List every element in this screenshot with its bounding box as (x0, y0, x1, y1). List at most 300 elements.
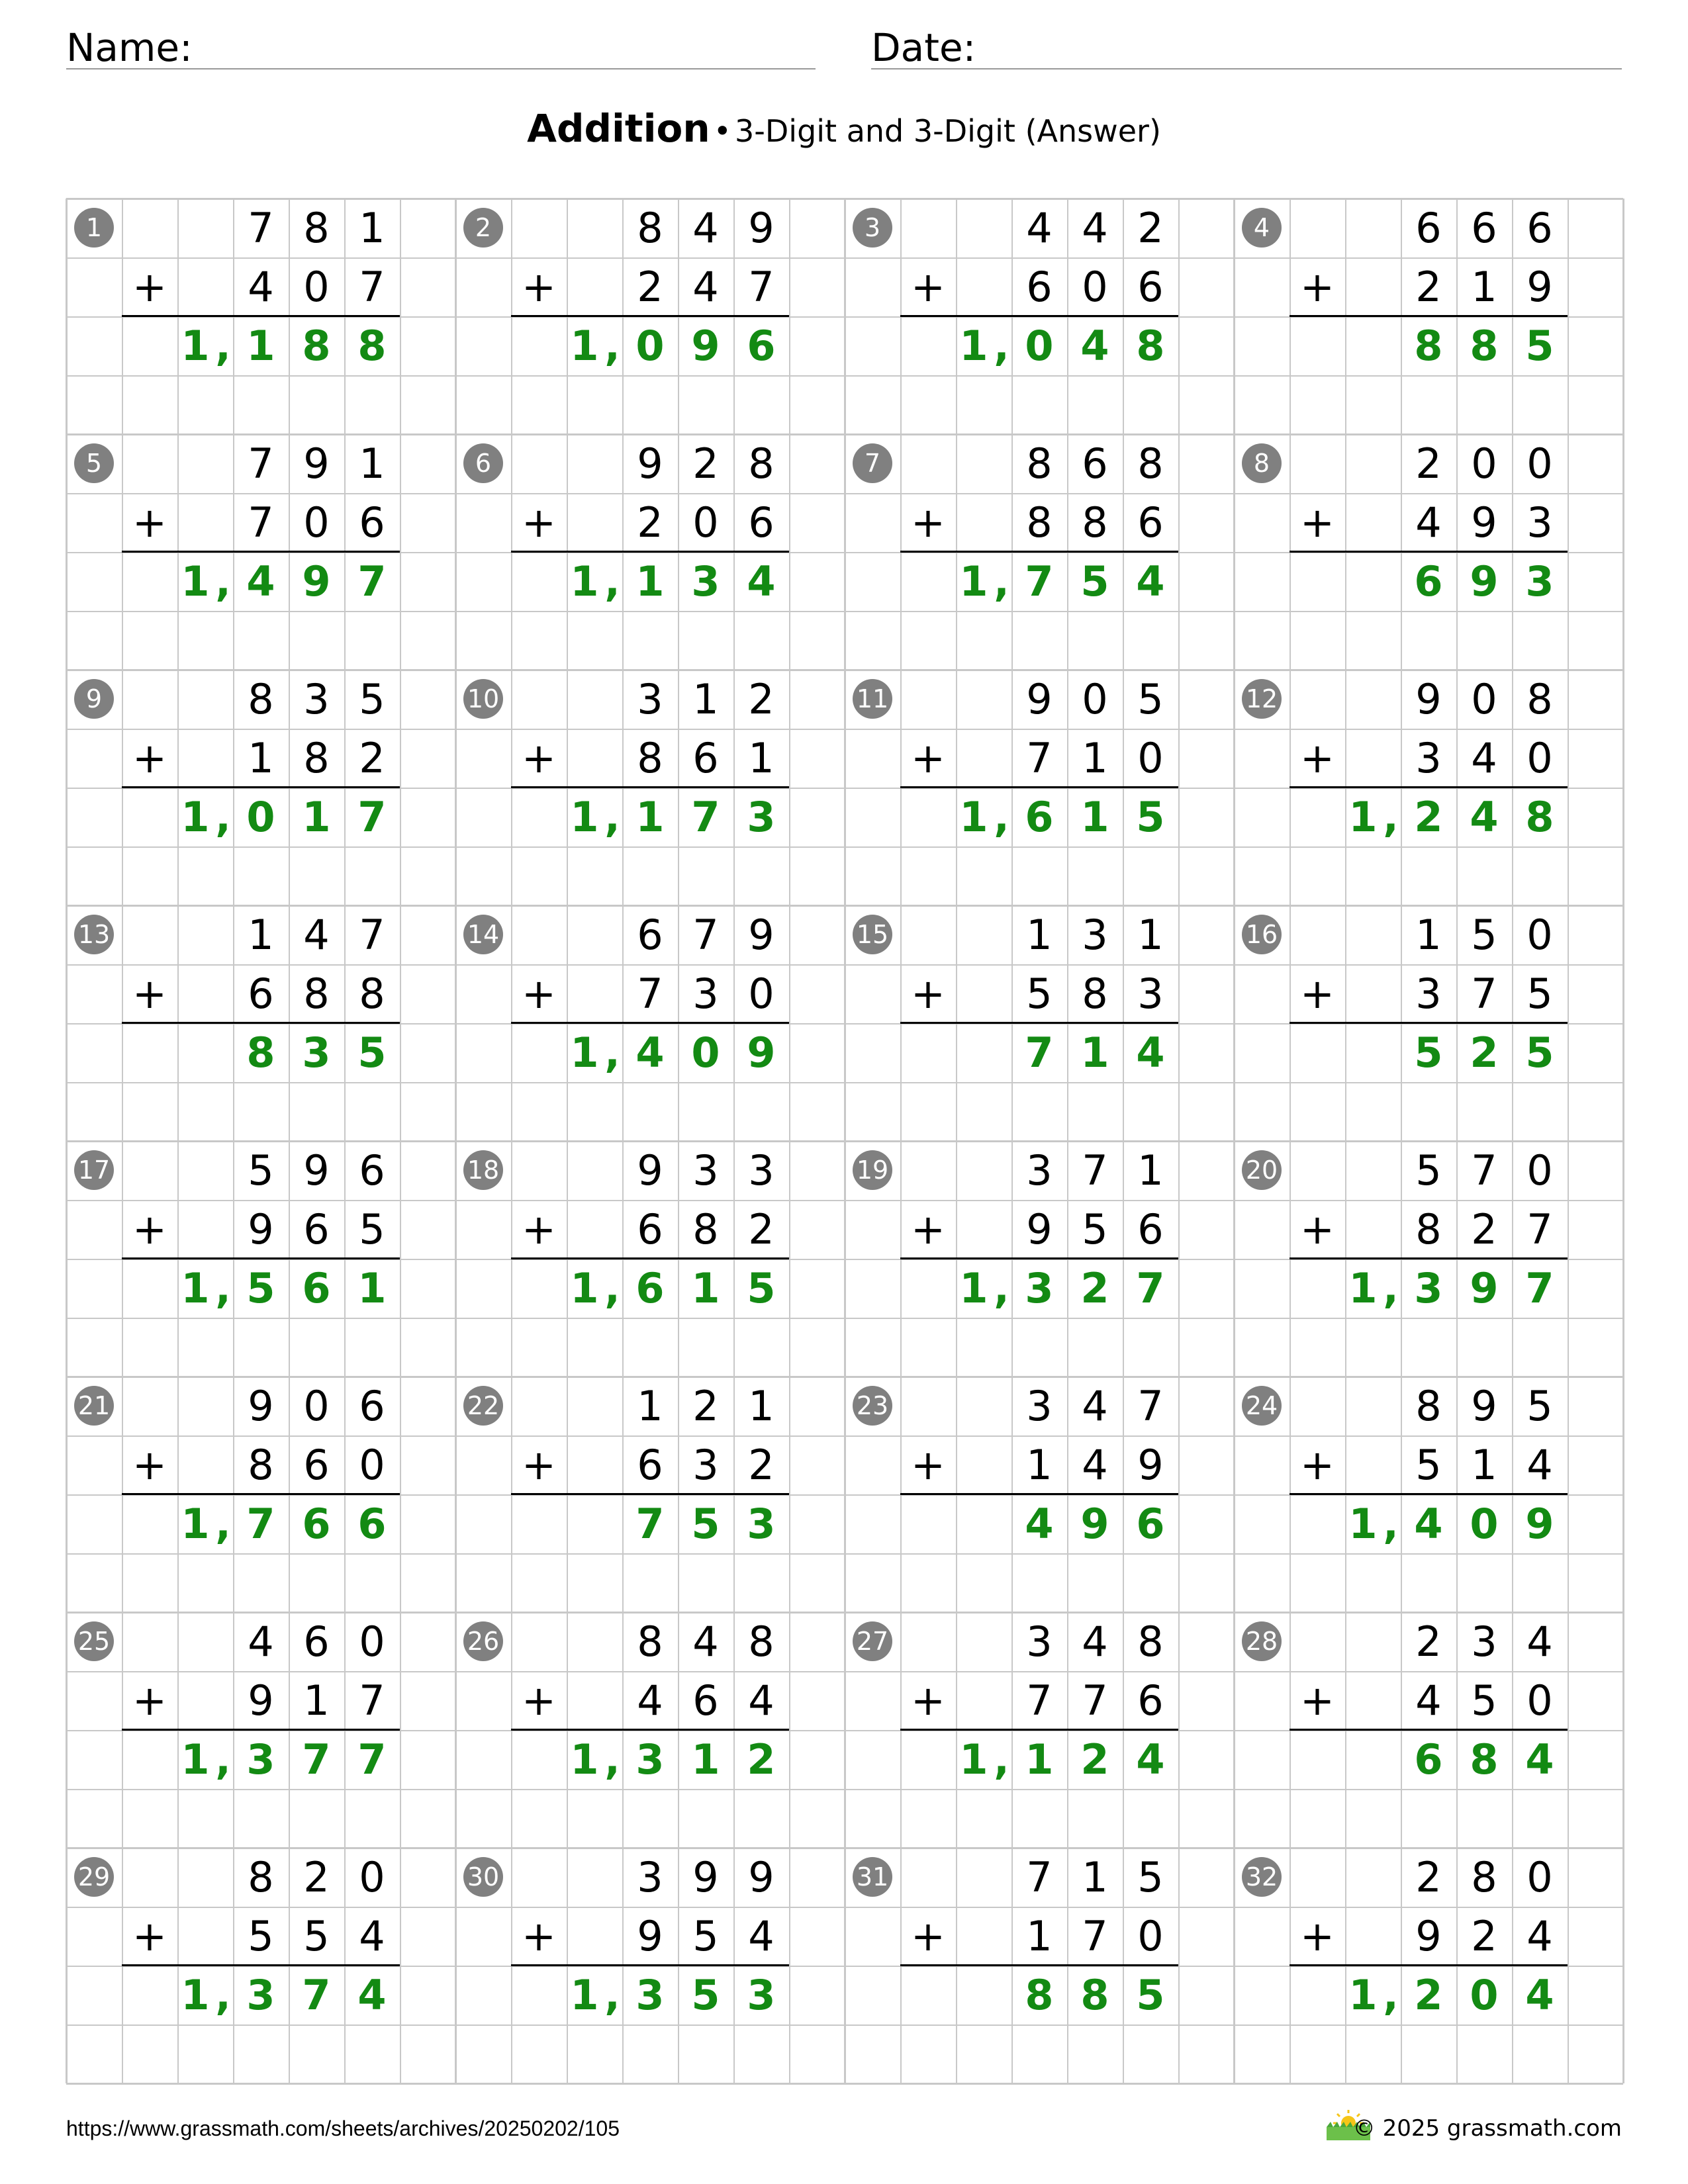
addend-bottom-digit: 6 (1137, 498, 1164, 547)
addend-bottom-digit: 6 (248, 970, 274, 1018)
plus-sign: + (911, 970, 945, 1018)
addend-top-digit: 3 (692, 1146, 719, 1195)
answer-digit: 7 (357, 1735, 387, 1784)
addend-top-digit: 1 (1137, 1146, 1164, 1195)
answer-digit: 1 (181, 793, 210, 841)
answer-digit: 5 (1525, 1028, 1554, 1077)
answer-comma: , (215, 1735, 231, 1784)
addend-bottom-digit: 9 (1471, 498, 1497, 547)
addend-top-digit: 3 (1026, 1617, 1053, 1666)
addend-top-digit: 6 (303, 1617, 330, 1666)
answer-digit: 1 (181, 1735, 210, 1784)
addend-bottom-digit: 8 (1082, 970, 1108, 1018)
addend-bottom-digit: 7 (248, 498, 274, 547)
addend-bottom-digit: 7 (359, 263, 385, 311)
answer-digit: 1 (1348, 1500, 1378, 1548)
addend-top-digit: 4 (1082, 1382, 1108, 1430)
answer-digit: 1 (691, 1735, 720, 1784)
answer-digit: 5 (691, 1500, 720, 1548)
addend-bottom-digit: 7 (1526, 1205, 1553, 1253)
addend-bottom-digit: 2 (1471, 1205, 1497, 1253)
answer-digit: 1 (1025, 1735, 1054, 1784)
addend-top-digit: 1 (359, 204, 385, 252)
addend-bottom-digit: 2 (748, 1205, 774, 1253)
answer-digit: 0 (246, 793, 275, 841)
answer-digit: 3 (747, 1971, 776, 2019)
addend-bottom-digit: 0 (1082, 263, 1108, 311)
answer-digit: 1 (1080, 793, 1109, 841)
addend-top-digit: 0 (1526, 911, 1553, 959)
addend-bottom-digit: 1 (1471, 1441, 1497, 1489)
title-bullet: • (713, 113, 731, 149)
addend-bottom-digit: 5 (1526, 970, 1553, 1018)
plus-sign: + (1300, 263, 1335, 311)
addend-bottom-digit: 2 (637, 263, 663, 311)
addend-top-digit: 2 (1137, 204, 1164, 252)
answer-digit: 9 (1470, 1264, 1499, 1312)
answer-digit: 1 (181, 1500, 210, 1548)
answer-comma: , (994, 557, 1009, 606)
plus-sign: + (132, 1676, 167, 1725)
addend-top-digit: 7 (1082, 1146, 1108, 1195)
addend-bottom-digit: 5 (1082, 1205, 1108, 1253)
answer-comma: , (1383, 1971, 1399, 2019)
addend-top-digit: 0 (1471, 439, 1497, 488)
answer-digit: 4 (246, 557, 275, 606)
problem-number-badge: 31 (853, 1857, 892, 1897)
addend-bottom-digit: 3 (1415, 734, 1442, 782)
addend-top-digit: 2 (1415, 1617, 1442, 1666)
addend-top-digit: 8 (248, 675, 274, 723)
addend-bottom-digit: 4 (1526, 1441, 1553, 1489)
addend-top-digit: 0 (1526, 1146, 1553, 1195)
answer-digit: 4 (1080, 322, 1109, 370)
plus-sign: + (1300, 1676, 1335, 1725)
addend-bottom-digit: 6 (637, 1441, 663, 1489)
addend-top-digit: 4 (1082, 204, 1108, 252)
addend-top-digit: 7 (692, 911, 719, 959)
title-subtitle: 3-Digit and 3-Digit (Answer) (735, 113, 1161, 149)
addend-top-digit: 3 (1471, 1617, 1497, 1666)
answer-digit: 1 (570, 322, 599, 370)
problem-number-badge: 23 (853, 1386, 892, 1426)
plus-sign: + (522, 1912, 556, 1960)
answer-digit: 8 (1136, 322, 1165, 370)
addend-bottom-digit: 7 (748, 263, 774, 311)
answer-comma: , (604, 1971, 620, 2019)
problem-number-badge: 16 (1242, 915, 1282, 954)
addend-top-digit: 1 (1082, 1853, 1108, 1901)
answer-digit: 7 (691, 793, 720, 841)
answer-digit: 7 (1136, 1264, 1165, 1312)
answer-digit: 1 (959, 557, 988, 606)
answer-digit: 7 (302, 1735, 331, 1784)
addend-bottom-digit: 7 (1082, 1912, 1108, 1960)
answer-digit: 1 (181, 557, 210, 606)
answer-digit: 3 (747, 793, 776, 841)
answer-comma: , (1383, 1500, 1399, 1548)
answer-digit: 1 (1348, 1264, 1378, 1312)
answer-digit: 2 (1470, 1028, 1499, 1077)
answer-digit: 3 (635, 1735, 665, 1784)
answer-digit: 4 (1025, 1500, 1054, 1548)
addend-bottom-digit: 0 (748, 970, 774, 1018)
date-line[interactable] (871, 68, 1622, 69)
addend-top-digit: 1 (1026, 911, 1053, 959)
answer (1011, 1023, 1178, 1082)
problem-number-badge: 10 (463, 679, 503, 719)
answer-digit: 1 (570, 1971, 599, 2019)
answer-digit: 1 (1080, 1028, 1109, 1077)
answer-digit: 5 (1136, 1971, 1165, 2019)
answer-digit: 4 (1136, 1735, 1165, 1784)
addend-bottom-digit: 8 (637, 734, 663, 782)
addend-bottom-digit: 4 (748, 1912, 774, 1960)
addend-bottom-digit: 9 (1526, 263, 1553, 311)
answer-digit: 6 (1414, 1735, 1443, 1784)
answer-comma: , (215, 557, 231, 606)
addend-bottom-digit: 9 (248, 1676, 274, 1725)
answer-comma: , (604, 557, 620, 606)
answer (1345, 1494, 1568, 1553)
addend-top-digit: 9 (1026, 675, 1053, 723)
addend-top-digit: 9 (692, 1853, 719, 1901)
addend-bottom-digit: 4 (748, 1676, 774, 1725)
answer-digit: 6 (747, 322, 776, 370)
answer-digit: 1 (959, 793, 988, 841)
addend-bottom-digit: 5 (1471, 1676, 1497, 1725)
answer (956, 316, 1178, 375)
answer-digit: 9 (747, 1028, 776, 1077)
answer-digit: 7 (1525, 1264, 1554, 1312)
problem-number-badge: 12 (1242, 679, 1282, 719)
addend-bottom-digit: 7 (637, 970, 663, 1018)
addend-bottom-digit: 0 (359, 1441, 385, 1489)
problem-number-badge: 9 (74, 679, 114, 719)
answer-digit: 7 (1025, 557, 1054, 606)
answer-digit: 8 (1080, 1971, 1109, 2019)
addend-top-digit: 8 (1415, 1382, 1442, 1430)
problem-number-badge: 4 (1242, 208, 1282, 248)
addend-bottom-digit: 9 (248, 1205, 274, 1253)
addend-top-digit: 4 (692, 204, 719, 252)
name-line[interactable] (66, 68, 816, 69)
answer-digit: 6 (357, 1500, 387, 1548)
addend-top-digit: 6 (1082, 439, 1108, 488)
plus-sign: + (1300, 734, 1335, 782)
plus-sign: + (911, 498, 945, 547)
footer-url: https://www.grassmath.com/sheets/archives/20250202/105 (66, 2116, 620, 2140)
addend-top-digit: 8 (1137, 1617, 1164, 1666)
answer (567, 552, 789, 611)
answer-digit: 4 (1414, 1500, 1443, 1548)
answer (567, 788, 789, 846)
plus-sign: + (132, 1912, 167, 1960)
addend-bottom-digit: 7 (1026, 734, 1053, 782)
answer-digit: 4 (1136, 557, 1165, 606)
answer-digit: 4 (1470, 793, 1499, 841)
plus-sign: + (132, 498, 167, 547)
addend-top-digit: 8 (1137, 439, 1164, 488)
problem-number-badge: 6 (463, 443, 503, 483)
plus-sign: + (1300, 1912, 1335, 1960)
addend-bottom-digit: 6 (637, 1205, 663, 1253)
answer-digit: 1 (635, 793, 665, 841)
plus-sign: + (522, 1441, 556, 1489)
addend-bottom-digit: 8 (692, 1205, 719, 1253)
addend-top-digit: 3 (637, 675, 663, 723)
addend-bottom-digit: 2 (748, 1441, 774, 1489)
answer-digit: 2 (1080, 1264, 1109, 1312)
plus-sign: + (522, 970, 556, 1018)
addend-bottom-digit: 1 (1026, 1912, 1053, 1960)
problem-number-badge: 26 (463, 1621, 503, 1661)
plus-sign: + (911, 1441, 945, 1489)
problem-number-badge: 3 (853, 208, 892, 248)
plus-sign: + (1300, 1441, 1335, 1489)
answer (1011, 1494, 1178, 1553)
answer-digit: 1 (570, 1028, 599, 1077)
answer-digit: 8 (1470, 322, 1499, 370)
answer-digit: 4 (747, 557, 776, 606)
problem-number-badge: 20 (1242, 1150, 1282, 1190)
addend-top-digit: 1 (248, 911, 274, 959)
problem-number-badge: 28 (1242, 1621, 1282, 1661)
addend-bottom-digit: 2 (637, 498, 663, 547)
addend-top-digit: 7 (248, 204, 274, 252)
addend-bottom-digit: 6 (303, 1205, 330, 1253)
answer-digit: 0 (691, 1028, 720, 1077)
answer (1401, 552, 1568, 611)
addend-bottom-digit: 5 (1415, 1441, 1442, 1489)
addend-bottom-digit: 1 (248, 734, 274, 782)
addend-top-digit: 5 (1415, 1146, 1442, 1195)
answer (567, 1730, 789, 1789)
answer (177, 1730, 400, 1789)
plus-sign: + (911, 1676, 945, 1725)
answer (177, 316, 400, 375)
addend-top-digit: 5 (1137, 675, 1164, 723)
answer-digit: 5 (246, 1264, 275, 1312)
addend-bottom-digit: 6 (748, 498, 774, 547)
addend-top-digit: 5 (359, 675, 385, 723)
addend-top-digit: 8 (303, 204, 330, 252)
addend-bottom-digit: 4 (1471, 734, 1497, 782)
answer-digit: 1 (357, 1264, 387, 1312)
answer-digit: 1 (181, 1971, 210, 2019)
answer-digit: 7 (357, 557, 387, 606)
answer-digit: 6 (302, 1264, 331, 1312)
worksheet-title (0, 106, 1688, 151)
addend-bottom-digit: 6 (692, 1676, 719, 1725)
answer-comma: , (215, 322, 231, 370)
addend-top-digit: 6 (359, 1146, 385, 1195)
answer-digit: 1 (570, 1264, 599, 1312)
addend-top-digit: 5 (248, 1146, 274, 1195)
answer-digit: 1 (959, 322, 988, 370)
addend-bottom-digit: 7 (1471, 970, 1497, 1018)
plus-sign: + (911, 1205, 945, 1253)
problem-number-badge: 2 (463, 208, 503, 248)
addend-bottom-digit: 7 (1082, 1676, 1108, 1725)
addend-top-digit: 2 (1415, 1853, 1442, 1901)
addend-top-digit: 3 (637, 1853, 663, 1901)
addend-bottom-digit: 5 (303, 1912, 330, 1960)
addend-bottom-digit: 7 (359, 1676, 385, 1725)
addend-bottom-digit: 8 (1026, 498, 1053, 547)
answer-digit: 0 (635, 322, 665, 370)
answer-digit: 2 (1414, 1971, 1443, 2019)
addend-top-digit: 3 (303, 675, 330, 723)
answer-digit: 6 (302, 1500, 331, 1548)
addend-top-digit: 2 (692, 1382, 719, 1430)
problem-number-badge: 1 (74, 208, 114, 248)
addend-top-digit: 8 (748, 439, 774, 488)
addend-bottom-digit: 7 (1026, 1676, 1053, 1725)
addend-top-digit: 9 (637, 1146, 663, 1195)
addend-top-digit: 2 (1415, 439, 1442, 488)
answer-comma: , (215, 793, 231, 841)
answer (177, 788, 400, 846)
addend-bottom-digit: 0 (1137, 1912, 1164, 1960)
problem-number-badge: 24 (1242, 1386, 1282, 1426)
addend-top-digit: 0 (1471, 675, 1497, 723)
answer-digit: 1 (181, 1264, 210, 1312)
addend-bottom-digit: 0 (1526, 1676, 1553, 1725)
addend-top-digit: 9 (1415, 675, 1442, 723)
addend-bottom-digit: 8 (1415, 1205, 1442, 1253)
addend-bottom-digit: 6 (1137, 1205, 1164, 1253)
addend-bottom-digit: 0 (692, 498, 719, 547)
problem-number-badge: 29 (74, 1857, 114, 1897)
addend-bottom-digit: 0 (303, 263, 330, 311)
answer-digit: 2 (747, 1735, 776, 1784)
answer-digit: 3 (747, 1500, 776, 1548)
answer-digit: 1 (302, 793, 331, 841)
addend-top-digit: 4 (692, 1617, 719, 1666)
answer (177, 1966, 400, 2025)
plus-sign: + (522, 498, 556, 547)
answer-digit: 2 (1080, 1735, 1109, 1784)
addend-top-digit: 9 (748, 911, 774, 959)
answer-digit: 1 (959, 1735, 988, 1784)
problem-grid (66, 199, 1623, 2083)
plus-sign: + (522, 734, 556, 782)
addend-bottom-digit: 1 (748, 734, 774, 782)
answer-comma: , (994, 322, 1009, 370)
answer-digit: 9 (691, 322, 720, 370)
problem-number-badge: 22 (463, 1386, 503, 1426)
addend-top-digit: 0 (1526, 1853, 1553, 1901)
answer-digit: 7 (302, 1971, 331, 2019)
addend-top-digit: 2 (692, 439, 719, 488)
answer-digit: 8 (1025, 1971, 1054, 2019)
addend-top-digit: 5 (1526, 1382, 1553, 1430)
addend-bottom-digit: 4 (1526, 1912, 1553, 1960)
addend-bottom-digit: 0 (1137, 734, 1164, 782)
plus-sign: + (522, 263, 556, 311)
addend-top-digit: 1 (637, 1382, 663, 1430)
addend-bottom-digit: 4 (637, 1676, 663, 1725)
problem-number-badge: 17 (74, 1150, 114, 1190)
answer (1011, 1966, 1178, 2025)
addend-bottom-digit: 6 (359, 498, 385, 547)
addend-top-digit: 8 (748, 1617, 774, 1666)
answer-digit: 4 (357, 1971, 387, 2019)
answer-digit: 6 (1025, 793, 1054, 841)
addend-bottom-digit: 2 (1471, 1912, 1497, 1960)
problem-number-badge: 11 (853, 679, 892, 719)
addend-top-digit: 8 (1526, 675, 1553, 723)
answer-digit: 0 (1470, 1971, 1499, 2019)
answer-digit: 2 (1414, 793, 1443, 841)
answer-comma: , (1383, 793, 1399, 841)
answer-comma: , (215, 1500, 231, 1548)
answer-digit: 3 (302, 1028, 331, 1077)
addend-top-digit: 3 (1082, 911, 1108, 959)
addend-top-digit: 6 (1471, 204, 1497, 252)
plus-sign: + (911, 734, 945, 782)
problem-number-badge: 21 (74, 1386, 114, 1426)
problem-number-badge: 15 (853, 915, 892, 954)
answer-digit: 4 (1525, 1971, 1554, 2019)
date-label: Date: (871, 25, 976, 70)
answer-digit: 1 (1348, 1971, 1378, 2019)
answer-digit: 3 (246, 1971, 275, 2019)
answer-digit: 4 (635, 1028, 665, 1077)
problem-number-badge: 5 (74, 443, 114, 483)
addend-bottom-digit: 2 (359, 734, 385, 782)
answer (177, 1494, 400, 1553)
addend-top-digit: 0 (359, 1853, 385, 1901)
addend-bottom-digit: 5 (692, 1912, 719, 1960)
answer-digit: 3 (246, 1735, 275, 1784)
addend-bottom-digit: 9 (1026, 1205, 1053, 1253)
addend-bottom-digit: 6 (692, 734, 719, 782)
addend-bottom-digit: 8 (303, 970, 330, 1018)
addend-bottom-digit: 5 (1026, 970, 1053, 1018)
footer-copyright: © 2025 grassmath.com (1352, 2115, 1622, 2142)
answer-digit: 6 (1136, 1500, 1165, 1548)
addend-top-digit: 2 (748, 675, 774, 723)
answer-comma: , (604, 1735, 620, 1784)
addend-top-digit: 1 (1137, 911, 1164, 959)
addend-bottom-digit: 9 (637, 1912, 663, 1960)
addend-top-digit: 3 (1026, 1146, 1053, 1195)
answer (567, 1966, 789, 2025)
answer-digit: 1 (1348, 793, 1378, 841)
answer (177, 552, 400, 611)
plus-sign: + (1300, 1205, 1335, 1253)
problem-number-badge: 18 (463, 1150, 503, 1190)
answer (956, 552, 1178, 611)
answer-digit: 3 (1025, 1264, 1054, 1312)
addend-bottom-digit: 1 (1082, 734, 1108, 782)
addend-top-digit: 7 (1471, 1146, 1497, 1195)
answer-comma: , (604, 1264, 620, 1312)
answer-digit: 4 (1136, 1028, 1165, 1077)
answer-digit: 8 (1525, 793, 1554, 841)
answer-digit: 3 (635, 1971, 665, 2019)
addend-top-digit: 7 (1137, 1382, 1164, 1430)
answer-digit: 5 (1414, 1028, 1443, 1077)
answer-digit: 1 (959, 1264, 988, 1312)
answer-digit: 4 (1525, 1735, 1554, 1784)
addend-top-digit: 0 (303, 1382, 330, 1430)
addend-bottom-digit: 9 (1415, 1912, 1442, 1960)
answer-digit: 5 (1525, 322, 1554, 370)
answer-comma: , (604, 322, 620, 370)
